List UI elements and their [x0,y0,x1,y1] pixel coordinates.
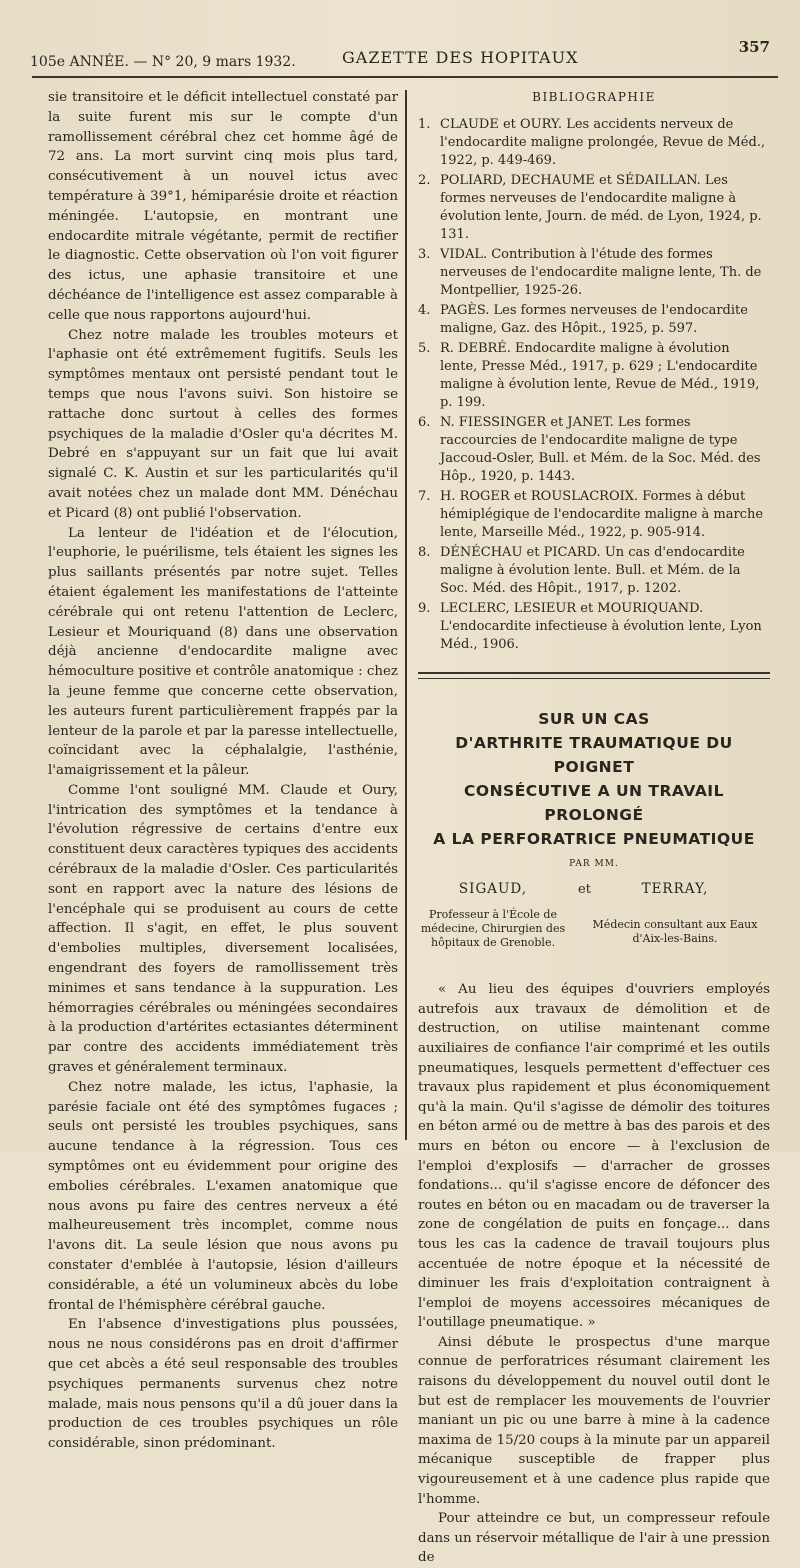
article-title-line: SUR UN CAS [538,709,650,728]
bibliography-text: PAGÈS. Les formes nerveuses de l'endocardite maligne, Gaz. des Hôpit., 1925, p. 597. [440,302,748,336]
article-paragraph: Ainsi débute le prospectus d'une marque connue de perforatrices résumant clairement les raisons du développement du nouvel outil dont le but est de remplacer les mouvements de l'ouvrier maniant un pic ou une barre à mine à la cadence maxima de 15/20 coups à la minute par un appareil mécanique susceptible de frapper plus vigoureusement et à une cadence plus rapide que l'homme. [418,1334,770,1507]
column-divider [405,90,407,1140]
right-column [418,88,770,1568]
author-name: TERRAY, [641,881,709,898]
left-paragraph: Chez notre malade, les ictus, l'aphasie, la parésie faciale ont été des symptômes fugaces ; seuls ont persisté les troubles psychiques, sans aucune tendance à la régression. Tous ces symptômes ont eu évidemment pour origine des embolies cérébrales. L'examen anatomique que nous avons pu faire des centres nerveux a été malheureusement très incomplet, comme nous l'avons dit. La seule lésion que nous avons pu constater d'emblée à l'autopsie, lésion d'ailleurs considérable, a été un volumineux abcès du lobe frontal de l'hémisphère cérébral gauche. [48,1079,398,1313]
article-paragraph: Pour atteindre ce but, un compresseur refoule dans un réservoir métallique de l'air à une pression de [418,1511,770,1566]
bibliography-item [418,340,770,412]
author-sigaud [418,880,568,950]
bibliography-item [418,600,770,654]
bibliography-text: POLIARD, DECHAUME et SÉDAILLAN. Les formes nerveuses de l'endocardite maligne à évolution lente, Journ. de méd. de Lyon, 1924, p. 131. [440,172,762,242]
author-terray [580,880,770,946]
article-body [418,980,770,1568]
bibliography-item [418,544,770,598]
bibliography-number: 3. [418,246,431,262]
bibliography-item [418,414,770,486]
authors-block [418,880,770,964]
journal-title: GAZETTE DES HOPITAUX [342,48,579,67]
bibliography-item [418,246,770,300]
article-title-line: D'ARTHRITE TRAUMATIQUE DU POIGNET [455,733,733,776]
left-paragraph: La lenteur de l'idéation et de l'élocution, l'euphorie, le puérilisme, tels étaient les signes les plus saillants présentés par notre sujet. Telles étaient également les manifestations de l'atteinte cérébrale qui ont retenu l'attention de Leclerc, Lesieur et Mouriquand (8) dans une observation déjà ancienne d'endocardite maligne avec hémoculture positive et contrôle anatomique : chez la jeune femme que concerne cette observation, les auteurs furent particulièrement frappés par la lenteur de la parole et par la paresse intellectuelle, coïncidant avec la céphalalgie, l'asthénie, l'amaigrissement et la pâleur. [48,525,398,779]
bibliography-number: 4. [418,302,431,318]
bibliography-number: 6. [418,414,431,430]
bibliography-text: H. ROGER et ROUSLACROIX. Formes à début hémiplégique de l'endocardite maligne à marche lente, Marseille Méd., 1922, p. 905-914. [440,488,764,540]
bibliography-list [418,116,770,654]
bibliography-text: N. FIESSINGER et JANET. Les formes raccourcies de l'endocardite maligne de type Jaccoud-Osler, Bull. et Mém. de la Soc. Méd. des Hôp., 1920, p. 1443. [440,414,761,484]
bibliography-text: CLAUDE et OURY. Les accidents nerveux de l'endocardite maligne prolongée, Revue de Méd., 1922, p. 449-469. [440,116,766,168]
bibliography-title: BIBLIOGRAPHIE [532,90,656,104]
left-paragraph: En l'absence d'investigations plus poussées, nous ne nous considérons pas en droit d'affirmer que cet abcès a été seul responsable des troubles psychiques permanents survenus chez notre malade, mais nous pensons qu'il a dû jouer dans la production de ces troubles psychiques un rôle considérable, sinon prédominant. [48,1317,398,1452]
author-qualification: Professeur à l'École de médecine, Chirurgien des hôpitaux de Grenoble. [420,907,566,949]
page-number: 357 [738,38,770,56]
author-qualification: Médecin consultant aux Eaux d'Aix-les-Bains. [592,917,758,945]
author-conjunction: et [578,882,591,898]
bibliography-item [418,302,770,338]
header-rule [32,76,778,78]
article-title-line: A LA PERFORATRICE PNEUMATIQUE [433,829,755,848]
bibliography-item [418,488,770,542]
article-title [418,707,770,851]
left-paragraph: sie transitoire et le déficit intellectuel constaté par la suite furent mis sur le compte d'un ramollissement cérébral chez cet homme âgé de 72 ans. La mort survint cinq mois plus tard, consécutivement à un nouvel ictus avec température à 39°1, hémiparésie droite et réaction méningée. L'autopsie, en montrant une endocardite mitrale végétante, permit de rectifier le diagnostic. Cette observation où l'on voit figurer des ictus, une aphasie transitoire et une déchéance de l'intelligence est assez comparable à celle que nous rapportons aujourd'hui. [48,90,398,323]
left-paragraph: Comme l'ont souligné MM. Claude et Oury, l'intrication des symptômes et la tendance à l'évolution régressive de certains d'entre eux constituent deux caractères typiques des accidents cérébraux de la maladie d'Osler. Ces particularités sont en rapport avec la nature des lésions de l'encéphale qui se produisent au cours de cette affection. Il s'agit, en effet, le plus souvent d'embolies multiples, diversement localisées, engendrant des foyers de ramollissement très minimes et sans tendance à la suppuration. Les hémorragies cérébrales ou méningées secondaires à la production d'artérites ectasiantes déterminent par contre des accidents immédiatement très graves et généralement terminaux. [48,782,398,1076]
article-paragraph: « Au lieu des équipes d'ouvriers employés autrefois aux travaux de démolition et de destruction, on utilise maintenant comme auxiliaires de confiance l'air comprimé et les outils pneumatiques, lesquels permettent d'effectuer ces travaux plus rapidement et plus économiquement qu'à la main. Qu'il s'agisse de démolir des toitures en béton armé ou de mettre à bas des parois et des murs en béton ou encore — à l'exclusion de l'emploi d'explosifs — d'arracher de grosses fondations... qu'il s'agisse encore de défoncer des routes en béton ou en macadam ou de traverser la zone de congélation de puits en fonçage... dans tous les cas la cadence de travail toujours plus accentuée de notre époque et la nécessité de diminuer les frais d'exploitation contraignent à l'emploi de moyens accessoires mécaniques de l'outillage pneumatique. » [418,982,770,1331]
article-title-line: CONSÉCUTIVE A UN TRAVAIL PROLONGÉ [464,781,724,824]
bibliography-text: VIDAL. Contribution à l'étude des formes nerveuses de l'endocardite maligne lente, Th. de Montpellier, 1925-26. [440,246,762,298]
bibliography-text: DÉNÉCHAU et PICARD. Un cas d'endocardite maligne à évolution lente. Bull. et Mém. de la Soc. Méd. des Hôpit., 1917, p. 1202. [440,544,745,596]
byline-prefix: PAR MM. [569,858,619,869]
bibliography-item [418,172,770,244]
bibliography-number: 7. [418,488,431,504]
left-paragraph: Chez notre malade les troubles moteurs et l'aphasie ont été extrêmement fugitifs. Seuls les symptômes mentaux ont persisté pendant tout le temps que nous l'avons suivi. Son histoire se rattache donc surtout à celles des formes psychiques de la maladie d'Osler qu'a décrites M. Debré en s'appuyant sur un fait que lui avait signalé C. K. Austin et sur les particularités qu'il avait notées chez un malade dont MM. Dénéchau et Picard (8) ont publié l'observation. [48,327,398,521]
bibliography-number: 8. [418,544,431,560]
author-name: SIGAUD, [458,881,528,898]
bibliography-text: LECLERC, LESIEUR et MOURIQUAND. L'endocardite infectieuse à évolution lente, Lyon Méd., 1906. [440,600,762,652]
bibliography-text: R. DEBRÉ. Endocardite maligne à évolution lente, Presse Méd., 1917, p. 629 ; L'endocardite maligne à évolution lente, Revue de Méd., 1919, p. 199. [440,340,760,410]
left-column [48,88,398,1454]
issue-info: 105e ANNÉE. — N° 20, 9 mars 1932. [30,54,296,70]
bibliography-number: 5. [418,340,431,356]
bibliography-number: 2. [418,172,431,188]
bibliography-item [418,116,770,170]
section-divider [418,672,770,679]
bibliography-number: 9. [418,600,431,616]
page-header [30,38,786,70]
bibliography-number: 1. [418,116,431,132]
